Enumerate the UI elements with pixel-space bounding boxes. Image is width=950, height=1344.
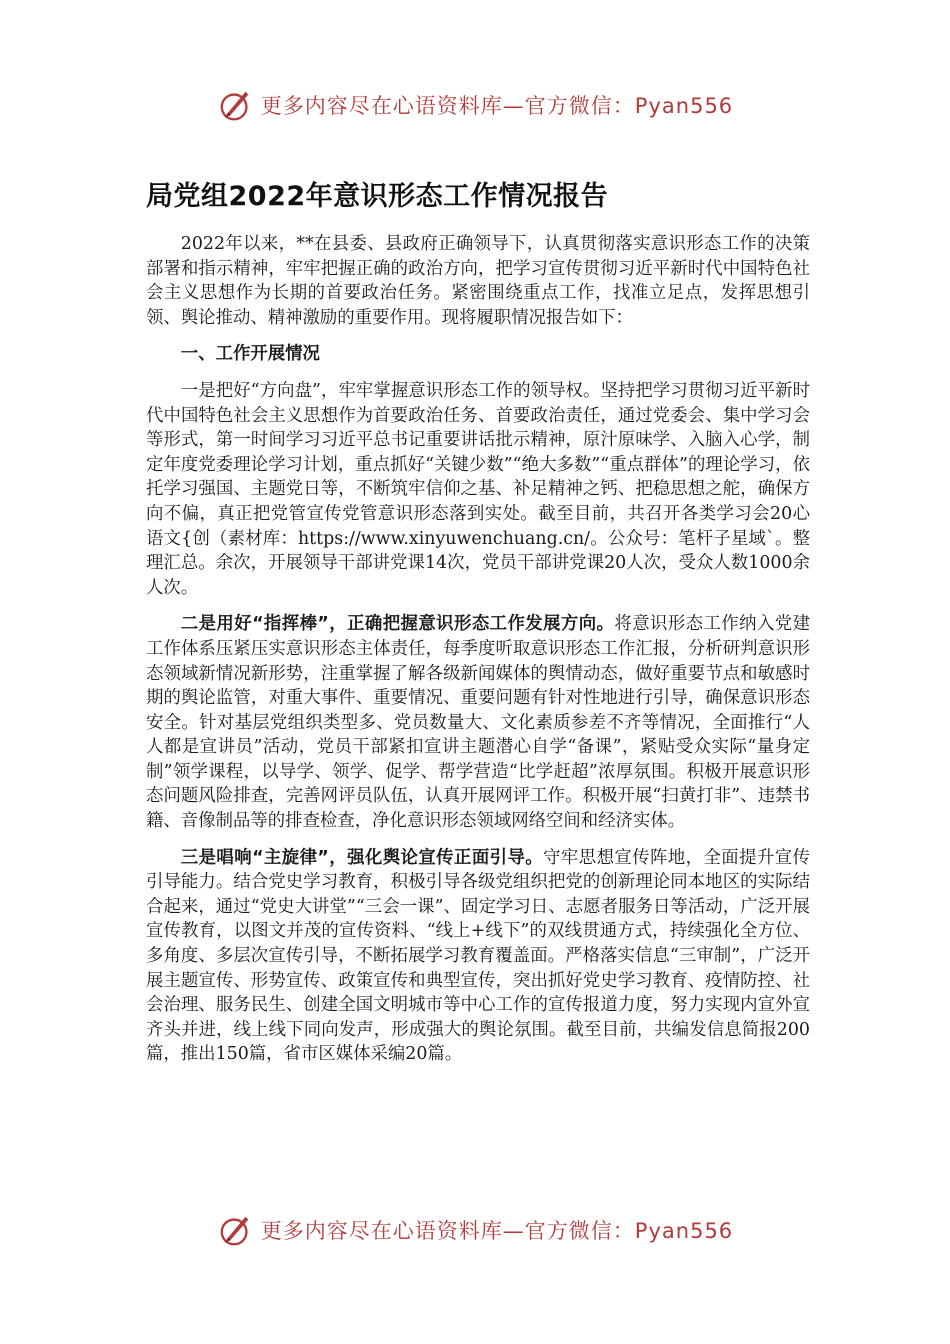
document-title: 局党组2022年意识形态工作情况报告 — [146, 181, 609, 212]
paragraph-3 — [146, 846, 810, 1067]
paragraph-2-body: 将意识形态工作纳入党建工作体系压紧压实意识形态主体责任，每季度听取意识形态工作汇报，分析研判意识形态领域新情况新形势，注重掌握了解各级新闻媒体的舆情动态，做好重要节点和敏感时期的舆论监管，对重大事件、重要情况、重要问题有针对性地进行引导，确保意识形态安全。针对基层党组织类型多、党员数量大、文化素质参差不齐等情况，全面推行“人人都是宣讲员”活动，党员干部紧扣宣讲主题潜心自学“备课”，紧贴受众实际“量身定制”领学课程，以导学、领学、促学、帮学营造“比学赶超”浓厚氛围。积极开展意识形态问题风险排查，完善网评员队伍，认真开展网评工作。积极开展“扫黄打非”、违禁书籍、音像制品等的排查检查，净化意识形态领域网络空间和经济实体。 — [146, 614, 810, 832]
intro-paragraph: 2022年以来，**在县委、县政府正确领导下，认真贯彻落实意识形态工作的决策部署和指示精神，牢牢把握正确的政治方向，把学习宣传贯彻习近平新时代中国特色社会主义思想作为长期的首要政治任务。紧密围绕重点工作，找准立足点，发挥思想引领、舆论推动、精神激励的重要作用。现将履职情况报告如下： — [146, 234, 810, 328]
footer-watermark-banner — [0, 1205, 950, 1255]
section-heading: 一、工作开展情况 — [180, 344, 320, 365]
paragraph-3-body: 守牢思想宣传阵地，全面提升宣传引导能力。结合党史学习教育，积极引导各级党组织把党的创新理论同本地区的实际结合起来，通过“党史大讲堂”“三会一课”、固定学习日、志愿者服务日等活动，广泛开展宣传教育，以图文并茂的宣传资料、“线上+线下”的双线贯通方式，持续强化全方位、多角度、多层次宣传引导，不断拓展学习教育覆盖面。严格落实信息“三审制”，广泛开展主题宣传、形势宣传、政策宣传和典型宣传，突出抓好党史学习教育、疫情防控、社会治理、服务民生、创建全国文明城市等中心工作的宣传报道力度，努力实现内宣外宣齐头并进，线上线下同向发声，形成强大的舆论氛围。截至目前，共编发信息简报200篇，推出150篇，省市区媒体采编20篇。 — [146, 847, 810, 1065]
pen-quill-logo-icon — [217, 1211, 255, 1249]
paragraph-2-lead: 二是用好“指挥棒”，正确把握意识形态工作发展方向。 — [180, 614, 615, 635]
paragraph-3-lead: 三是唱响“主旋律”，强化舆论宣传正面引导。 — [180, 847, 544, 868]
paragraph-1: 一是把好“方向盘”，牢牢掌握意识形态工作的领导权。坚持把学习贯彻习近平新时代中国特色社会主义思想作为首要政治任务、首要政治责任，通过党委会、集中学习会等形式，第一时间学习习近平总书记重要讲话批示精神，原汁原味学、入脑入心学，制定年度党委理论学习计划，重点抓好“关键少数”“绝大多数”“重点群体”的理论学习，依托学习强国、主题党日等，不断筑牢信仰之基、补足精神之钙、把稳思想之舵，确保方向不偏，真正把党管宣传党管意识形态落到实处。截至目前，共召开各类学习会20心语文{创（素材库：https://www.xinyuwenchuang.cn/。公众号：笔杆子星域`。整理汇总。余次，开展领导干部讲党课14次，党员干部讲党课20人次，受众人数1000余人次。 — [146, 380, 810, 598]
pen-quill-logo-icon — [217, 86, 255, 124]
watermark-text: 更多内容尽在心语资料库—官方微信：Pyan556 — [260, 94, 734, 118]
paragraph-2 — [146, 612, 810, 833]
watermark-text: 更多内容尽在心语资料库—官方微信：Pyan556 — [260, 1219, 734, 1243]
document-body — [146, 232, 810, 1079]
header-watermark-banner — [0, 80, 950, 130]
